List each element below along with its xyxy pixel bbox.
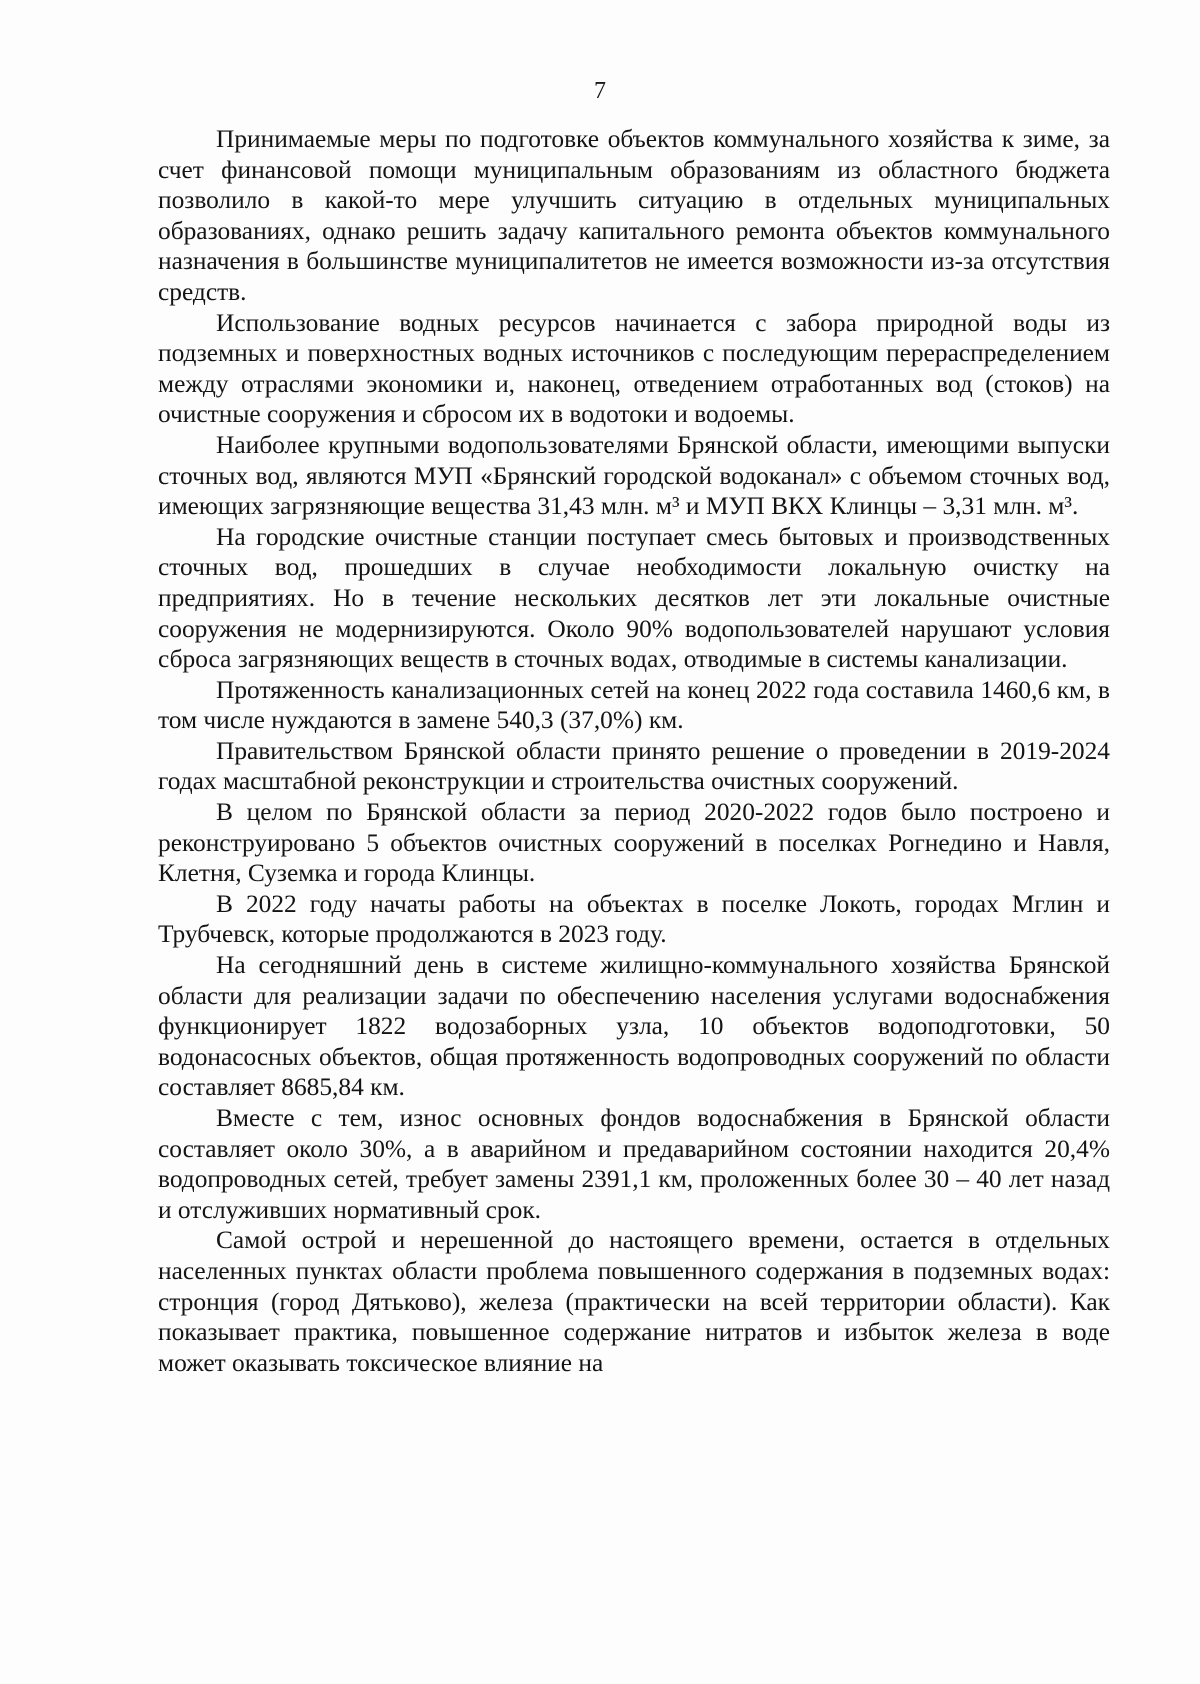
paragraph-depreciation: Вместе с тем, износ основных фондов водоснабжения в Брянской области составляет около 30%, а в аварийном и предаварийном состоянии находится 20,4% водопроводных сетей, требует замены 2391,1 км, проложенных более 30 – 40 лет назад и отслуживших нормативный срок. [158, 1104, 1110, 1224]
paragraph-built-facilities: В целом по Брянской области за период 2020-2022 годов было построено и реконструировано 5 объектов очистных сооружений в поселках Рогнедино и Навля, Клетня, Суземка и города Клинцы. [158, 798, 1110, 888]
document-body [158, 124, 1110, 1378]
paragraph-government-decision: Правительством Брянской области принято решение о проведении в 2019-2024 годах масштабной реконструкции и строительства очистных сооружений. [158, 736, 1110, 796]
paragraph-sewer-length: Протяженность канализационных сетей на конец 2022 года составила 1460,6 км, в том числе нуждаются в замене 540,3 (37,0%) км. [158, 675, 1110, 735]
page-number: 7 [594, 78, 606, 104]
paragraph-water-resources: Использование водных ресурсов начинается с забора природной воды из подземных и поверхностных водных источников с последующим перераспределением между отраслями экономики и, наконец, отведением отработанных вод (стоков) на очистные сооружения и сбросом их в водотоки и водоемы. [158, 308, 1110, 429]
paragraph-largest-water-users: Наиболее крупными водопользователями Брянской области, имеющими выпуски сточных вод, являются МУП «Брянский городской водоканал» с объемом сточных вод, имеющих загрязняющие вещества 31,43 млн. м³ и МУП ВКХ Клинцы – 3,31 млн. м³. [158, 430, 1110, 521]
paragraph-2022-works: В 2022 году начаты работы на объектах в поселке Локоть, городах Мглин и Трубчевск, которые продолжаются в 2023 году. [158, 889, 1110, 949]
paragraph-water-supply-system: На сегодняшний день в системе жилищно-коммунального хозяйства Брянской области для реализации задачи по обеспечению населения услугами водоснабжения функционирует 1822 водозаборных узла, 10 объектов водоподготовки, 50 водонасосных объектов, общая протяженность водопроводных сооружений по области составляет 8685,84 км. [158, 951, 1110, 1102]
paragraph-heating-prep: Принимаемые меры по подготовке объектов коммунального хозяйства к зиме, за счет финансовой помощи муниципальным образованиям из областного бюджета позволило в какой-то мере улучшить ситуацию в отдельных муниципальных образованиях, однако решить задачу капитального ремонта объектов коммунального назначения в большинстве муниципалитетов не имеется возможности из-за отсутствия средств. [158, 125, 1110, 306]
paragraph-treatment-stations: На городские очистные станции поступает смесь бытовых и производственных сточных вод, прошедших в случае необходимости локальную очистку на предприятиях. Но в течение нескольких десятков лет эти локальные очистные сооружения не модернизируются. Около 90% водопользователей нарушают условия сброса загрязняющих веществ в сточных водах, отводимые в системы канализации. [158, 522, 1110, 674]
paragraph-groundwater-problem: Самой острой и нерешенной до настоящего времени, остается в отдельных населенных пунктах области проблема повышенного содержания в подземных водах: стронция (город Дятьково), железа (практически на всей территории области). Как показывает практика, повышенное содержание нитратов и избыток железа в воде может оказывать токсическое влияние на [158, 1226, 1110, 1377]
